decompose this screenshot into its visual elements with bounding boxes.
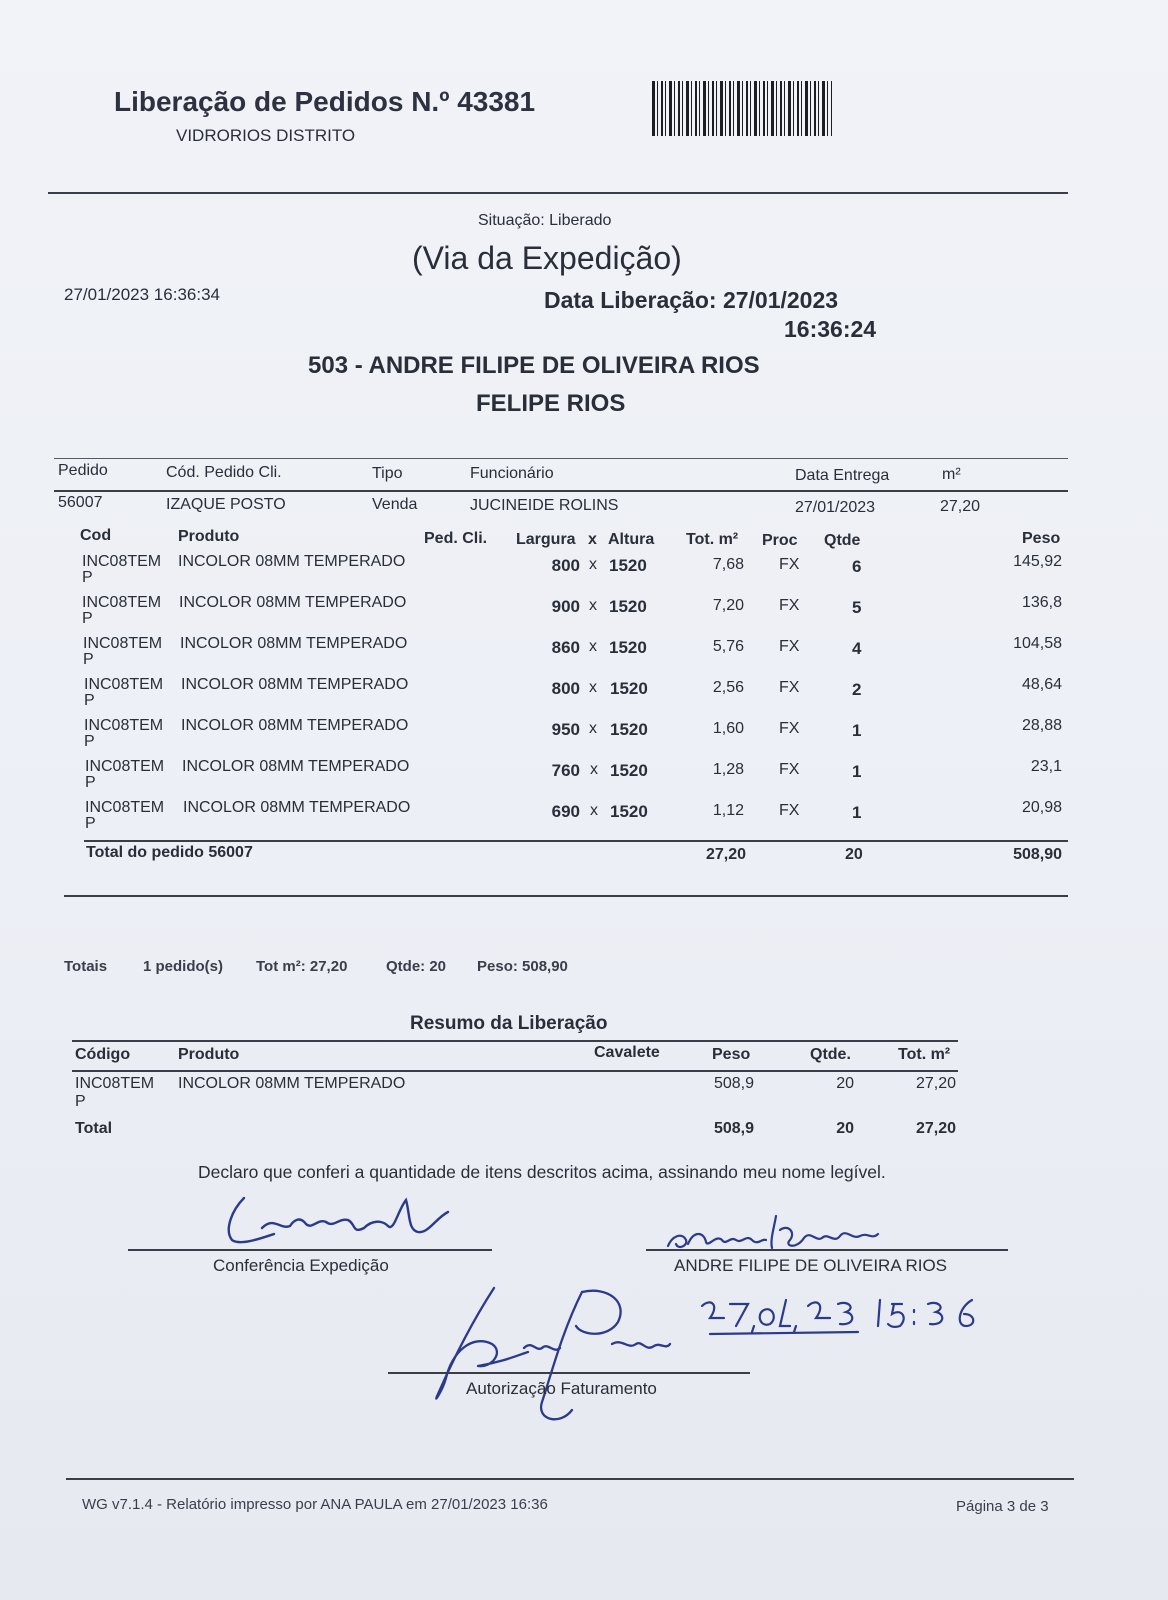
row-produto: INCOLOR 08MM TEMPERADO — [180, 635, 408, 652]
row-tot-m2: 2,56 — [712, 679, 744, 696]
resumo-title: Resumo da Liberação — [410, 1013, 608, 1034]
row-proc: FX — [779, 556, 800, 573]
footer-print-info: WG v7.1.4 - Relatório impresso por ANA PAULA em 27/01/2023 16:36 — [82, 1496, 548, 1513]
row-tot-m2: 1,12 — [712, 802, 744, 819]
row-produto: INCOLOR 08MM TEMPERADO — [182, 758, 410, 775]
resumo-col-qtde: Qtde. — [810, 1046, 851, 1063]
resumo-col-peso: Peso — [712, 1046, 751, 1063]
row-proc: FX — [779, 761, 800, 778]
resumo-col-produto: Produto — [178, 1046, 240, 1063]
resumo-col-codigo: Código — [75, 1046, 131, 1063]
col-m2: m² — [942, 466, 961, 483]
resumo-total-peso: 508,9 — [713, 1120, 754, 1137]
row-proc: FX — [779, 597, 800, 614]
row-altura: 1520 — [609, 638, 647, 657]
table-row — [0, 674, 1168, 714]
table-row — [0, 797, 1168, 837]
signature-leonardo-drawing — [222, 1190, 452, 1250]
resumo-total-label: Total — [75, 1120, 113, 1137]
row-cod: INC08TEM — [82, 594, 162, 611]
row-peso: 104,58 — [1013, 635, 1062, 652]
row-qtde: 2 — [852, 680, 862, 699]
row-largura: 900 — [551, 597, 580, 616]
resumo-col-tot-m2: Tot. m² — [898, 1046, 951, 1063]
barcode — [652, 81, 832, 136]
items-header — [0, 527, 1168, 549]
items-col-tot-m2: Tot. m² — [686, 531, 739, 548]
order-row — [0, 494, 1168, 518]
signature-leonardo — [222, 1190, 452, 1250]
resumo-header — [0, 1046, 1168, 1068]
row-peso: 48,64 — [1021, 676, 1062, 693]
row-peso: 136,8 — [1021, 594, 1062, 611]
section-divider — [64, 895, 1068, 897]
resumo-qtde: 20 — [836, 1075, 854, 1092]
row-qtde: 1 — [852, 721, 862, 740]
col-funcionario: Funcionário — [470, 465, 554, 482]
col-cod-pedido-cli: Cód. Pedido Cli. — [166, 464, 282, 481]
table-row — [0, 551, 1168, 591]
resumo-top-line — [72, 1040, 958, 1042]
row-proc: FX — [779, 679, 800, 696]
row-cod: INC08TEM — [84, 717, 164, 734]
handwritten-date-drawing — [696, 1296, 996, 1340]
row-largura: 690 — [551, 802, 580, 821]
items-col-x: x — [588, 531, 597, 548]
situacao-label: Situação: Liberado — [478, 212, 612, 229]
items-body — [0, 551, 1168, 837]
totals-line — [0, 958, 1168, 980]
total-pedido-peso: 508,90 — [1013, 846, 1062, 863]
row-largura: 860 — [551, 638, 580, 657]
row-largura: 760 — [551, 761, 580, 780]
row-produto: INCOLOR 08MM TEMPERADO — [181, 676, 409, 693]
row-peso: 20,98 — [1021, 799, 1062, 816]
totals-peso: Peso: 508,90 — [477, 958, 568, 975]
totals-pedidos: 1 pedido(s) — [143, 958, 224, 975]
row-produto: INCOLOR 08MM TEMPERADO — [181, 717, 409, 734]
table-row — [0, 756, 1168, 796]
order-pedido: 56007 — [58, 494, 103, 511]
row-x: x — [589, 638, 597, 655]
signature-line-cliente — [646, 1249, 1008, 1251]
caption-conferencia: Conferência Expedição — [213, 1256, 389, 1275]
order-cod-pedido-cli: IZAQUE POSTO — [166, 496, 286, 513]
resumo-total-m2: 27,20 — [915, 1120, 956, 1137]
col-tipo: Tipo — [372, 465, 403, 482]
caption-autorizacao: Autorização Faturamento — [466, 1379, 657, 1398]
col-pedido: Pedido — [58, 462, 108, 479]
total-pedido-qtde: 20 — [845, 846, 863, 863]
declaration-text: Declaro que conferi a quantidade de itens descritos acima, assinando meu nome legível. — [198, 1162, 886, 1182]
items-col-cod: Cod — [80, 527, 112, 544]
row-altura: 1520 — [610, 761, 648, 780]
totals-m2: Tot m²: 27,20 — [256, 958, 348, 975]
items-col-qtde: Qtde — [824, 532, 861, 549]
resumo-codigo: INC08TEM — [75, 1075, 155, 1092]
order-data-entrega: 27/01/2023 — [795, 499, 876, 516]
table-row — [0, 715, 1168, 755]
row-proc: FX — [779, 802, 800, 819]
client-nickname: FELIPE RIOS — [476, 390, 626, 417]
row-tot-m2: 1,28 — [712, 761, 744, 778]
row-largura: 800 — [551, 679, 580, 698]
row-peso: 23,1 — [1030, 758, 1062, 775]
totals-qtde: Qtde: 20 — [386, 958, 447, 975]
signature-ana-paula — [432, 1282, 672, 1430]
caption-cliente: ANDRE FILIPE DE OLIVEIRA RIOS — [674, 1256, 948, 1275]
row-peso: 145,92 — [1013, 553, 1062, 570]
row-cod-suffix: P — [84, 692, 95, 709]
order-header-top-line — [54, 458, 1068, 459]
row-altura: 1520 — [610, 679, 648, 698]
resumo-total-row — [0, 1120, 1168, 1142]
footer-divider — [66, 1478, 1074, 1480]
row-altura: 1520 — [609, 597, 647, 616]
row-cod-suffix: P — [85, 774, 96, 791]
resumo-codigo-suffix: P — [75, 1093, 86, 1110]
resumo-header-line — [72, 1070, 958, 1072]
row-largura: 800 — [551, 556, 580, 575]
items-col-altura: Altura — [608, 531, 655, 548]
row-produto: INCOLOR 08MM TEMPERADO — [183, 799, 411, 816]
printed-datetime: 27/01/2023 16:36:34 — [64, 285, 220, 304]
col-data-entrega: Data Entrega — [795, 467, 890, 484]
table-row — [0, 592, 1168, 632]
row-tot-m2: 7,20 — [712, 597, 744, 614]
order-funcionario: JUCINEIDE ROLINS — [470, 497, 619, 514]
resumo-row — [0, 1075, 1168, 1113]
row-cod-suffix: P — [82, 610, 93, 627]
order-tipo: Venda — [372, 496, 418, 513]
row-produto: INCOLOR 08MM TEMPERADO — [179, 594, 407, 611]
items-col-ped-cli: Ped. Cli. — [424, 530, 488, 547]
items-col-largura: Largura — [516, 531, 576, 548]
resumo-peso: 508,9 — [713, 1075, 754, 1092]
header-divider — [48, 192, 1068, 194]
row-proc: FX — [779, 638, 800, 655]
row-tot-m2: 5,76 — [712, 638, 744, 655]
resumo-col-cavalete: Cavalete — [594, 1044, 660, 1061]
row-qtde: 1 — [852, 803, 862, 822]
row-qtde: 1 — [852, 762, 862, 781]
data-liberacao-time: 16:36:24 — [784, 316, 877, 342]
signature-line-conferencia — [128, 1249, 492, 1251]
row-cod-suffix: P — [83, 651, 94, 668]
row-x: x — [589, 679, 597, 696]
resumo-tot-m2: 27,20 — [915, 1075, 956, 1092]
row-x: x — [589, 720, 597, 737]
row-qtde: 6 — [852, 557, 862, 576]
row-largura: 950 — [551, 720, 580, 739]
row-altura: 1520 — [610, 720, 648, 739]
row-altura: 1520 — [610, 802, 648, 821]
row-x: x — [589, 556, 597, 573]
order-m2: 27,20 — [940, 498, 981, 515]
handwritten-date — [696, 1296, 996, 1340]
items-col-produto: Produto — [178, 528, 240, 545]
resumo-total-qtde: 20 — [836, 1120, 854, 1137]
row-cod-suffix: P — [85, 815, 96, 832]
resumo-produto: INCOLOR 08MM TEMPERADO — [178, 1075, 406, 1092]
order-header-row — [0, 462, 1168, 486]
row-x: x — [589, 597, 597, 614]
data-liberacao: Data Liberação: 27/01/2023 — [544, 287, 839, 313]
row-tot-m2: 7,68 — [712, 556, 744, 573]
signature-line-autorizacao — [388, 1372, 750, 1374]
row-altura: 1520 — [609, 556, 647, 575]
company-name: VIDRORIOS DISTRITO — [176, 126, 356, 145]
row-x: x — [590, 802, 598, 819]
row-cod-suffix: P — [82, 569, 93, 586]
signature-ana-paula-drawing — [432, 1282, 672, 1430]
items-total-line — [84, 840, 1068, 842]
row-cod: INC08TEM — [84, 676, 164, 693]
row-cod: INC08TEM — [82, 553, 162, 570]
row-x: x — [590, 761, 598, 778]
total-pedido-m2: 27,20 — [705, 846, 746, 863]
items-col-peso: Peso — [1022, 530, 1061, 547]
footer-page-number: Página 3 de 3 — [956, 1498, 1049, 1515]
row-proc: FX — [779, 720, 800, 737]
row-produto: INCOLOR 08MM TEMPERADO — [178, 553, 406, 570]
page-title: Liberação de Pedidos N.º 43381 — [114, 86, 536, 117]
client-name: 503 - ANDRE FILIPE DE OLIVEIRA RIOS — [308, 352, 760, 379]
via-title: (Via da Expedição) — [412, 240, 682, 276]
row-cod: INC08TEM — [83, 635, 163, 652]
items-col-proc: Proc — [762, 532, 798, 549]
row-cod: INC08TEM — [85, 799, 165, 816]
row-peso: 28,88 — [1021, 717, 1062, 734]
totals-label: Totais — [64, 958, 108, 975]
row-cod-suffix: P — [84, 733, 95, 750]
order-header-bottom-line — [54, 490, 1068, 492]
items-total-row — [0, 844, 1168, 868]
row-qtde: 4 — [852, 639, 862, 658]
row-tot-m2: 1,60 — [712, 720, 744, 737]
table-row — [0, 633, 1168, 673]
row-qtde: 5 — [852, 598, 862, 617]
total-pedido-label: Total do pedido 56007 — [86, 844, 253, 861]
row-cod: INC08TEM — [85, 758, 165, 775]
